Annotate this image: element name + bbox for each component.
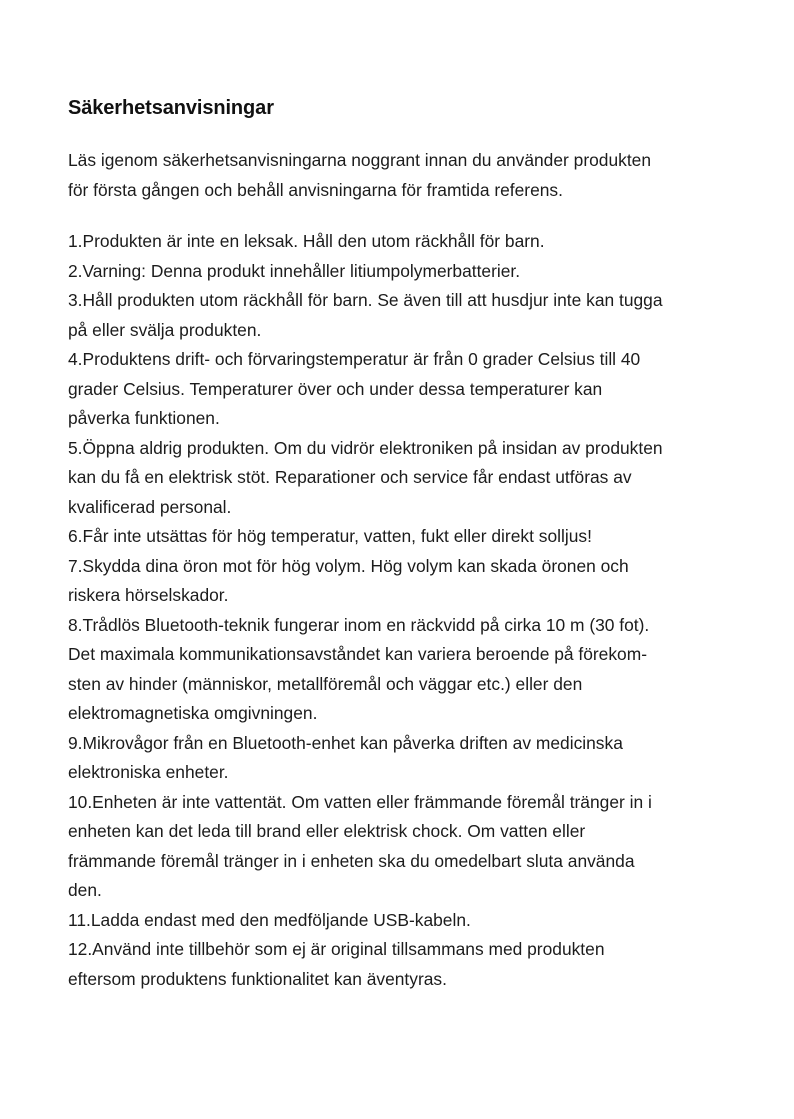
rule-line: påverka funktionen. bbox=[68, 408, 220, 428]
rule-line: den. bbox=[68, 880, 102, 900]
rule-item-8 bbox=[68, 611, 728, 729]
intro-line: Läs igenom säkerhetsanvisningarna noggrant innan du använder produkten bbox=[68, 150, 651, 170]
rule-line: 2.Varning: Denna produkt innehåller litiumpolymerbatterier. bbox=[68, 260, 521, 281]
rule-line: riskera hörselskador. bbox=[68, 585, 229, 605]
rule-line: 3.Håll produkten utom räckhåll för barn. Se även till att husdjur inte kan tugga bbox=[68, 290, 663, 310]
rule-line: 10.Enheten är inte vattentät. Om vatten eller främmande föremål tränger in i bbox=[68, 791, 652, 812]
rule-line: på eller svälja produkten. bbox=[68, 319, 262, 340]
rule-line: 9.Mikrovågor från en Bluetooth-enhet kan påverka driften av medicinska bbox=[68, 732, 623, 753]
rule-line: 11.Ladda endast med den medföljande USB-kabeln. bbox=[68, 909, 471, 930]
rule-item-9 bbox=[68, 729, 728, 788]
rule-item-4 bbox=[68, 345, 728, 434]
safety-rules-list bbox=[68, 227, 728, 994]
rule-line: 5.Öppna aldrig produkten. Om du vidrör elektroniken på insidan av produkten bbox=[68, 437, 663, 458]
rule-line: 4.Produktens drift- och förvaringstemperatur är från 0 grader Celsius till 40 bbox=[68, 349, 641, 369]
rule-line: 1.Produkten är inte en leksak. Håll den utom räckhåll för barn. bbox=[68, 231, 545, 251]
rule-item-7 bbox=[68, 552, 728, 611]
rule-item-11 bbox=[68, 906, 728, 936]
rule-item-5 bbox=[68, 434, 728, 523]
rule-line: 7.Skydda dina öron mot för hög volym. Hög volym kan skada öronen och bbox=[68, 555, 629, 576]
rule-line: 8.Trådlös Bluetooth-teknik fungerar inom en räckvidd på cirka 10 m (30 fot). bbox=[68, 614, 650, 635]
rule-line: elektromagnetiska omgivningen. bbox=[68, 703, 318, 723]
rule-line: Det maximala kommunikationsavståndet kan variera beroende på förekom- bbox=[68, 644, 648, 664]
rule-line: enheten kan det leda till brand eller elektrisk chock. Om vatten eller bbox=[68, 821, 586, 841]
rule-line: kan du få en elektrisk stöt. Reparationer och service får endast utföras av bbox=[68, 467, 632, 487]
rule-line: kvalificerad personal. bbox=[68, 496, 232, 517]
rule-line: elektroniska enheter. bbox=[68, 762, 229, 782]
intro-line: för första gången och behåll anvisningarna för framtida referens. bbox=[68, 179, 563, 200]
rule-line: grader Celsius. Temperaturer över och under dessa temperaturer kan bbox=[68, 378, 603, 399]
rule-line: sten av hinder (människor, metallföremål och väggar etc.) eller den bbox=[68, 673, 583, 694]
rule-item-12 bbox=[68, 935, 728, 994]
intro-paragraph bbox=[68, 146, 728, 205]
rule-item-10 bbox=[68, 788, 728, 906]
rule-item-3 bbox=[68, 286, 728, 345]
rule-item-1 bbox=[68, 227, 728, 257]
rule-line: 12.Använd inte tillbehör som ej är original tillsammans med produkten bbox=[68, 939, 605, 959]
page-title: Säkerhetsanvisningar bbox=[68, 97, 274, 119]
rule-line: 6.Får inte utsättas för hög temperatur, vatten, fukt eller direkt solljus! bbox=[68, 526, 592, 546]
rule-item-2 bbox=[68, 257, 728, 287]
rule-line: främmande föremål tränger in i enheten ska du omedelbart sluta använda bbox=[68, 850, 635, 871]
rule-line: eftersom produktens funktionalitet kan äventyras. bbox=[68, 968, 447, 989]
rule-item-6 bbox=[68, 522, 728, 552]
